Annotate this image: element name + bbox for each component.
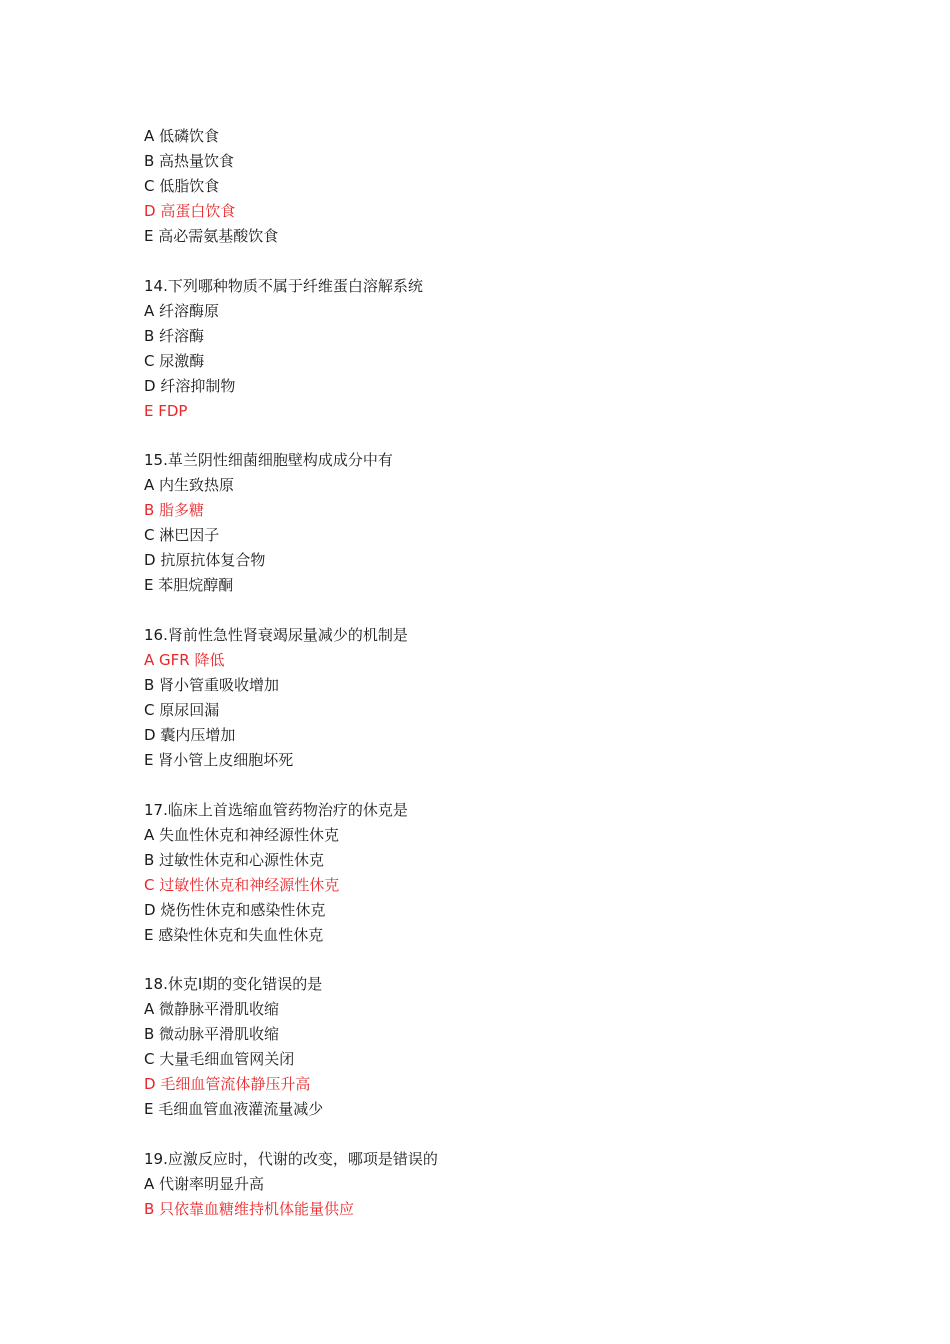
question-spacer [144, 598, 844, 623]
question-block [144, 798, 844, 948]
question-spacer [144, 424, 844, 449]
question-stem: 16.肾前性急性肾衰竭尿量减少的机制是 [144, 626, 408, 645]
question-spacer [144, 773, 844, 798]
question-stem: 17.临床上首选缩血管药物治疗的休克是 [144, 800, 408, 819]
answer-option: C 原尿回漏 [144, 701, 220, 720]
answer-option-correct: D 毛细血管流体静压升高 [144, 1075, 311, 1094]
answer-option: E 苯胆烷醇酮 [144, 576, 234, 595]
answer-option: B 过敏性休克和心源性休克 [144, 850, 325, 869]
question-stem: 14.下列哪种物质不属于纤维蛋白溶解系统 [144, 276, 423, 295]
answer-option: A 微静脉平滑肌收缩 [144, 1000, 280, 1019]
answer-option: E 肾小管上皮细胞坏死 [144, 751, 294, 770]
answer-option: A 纤溶酶原 [144, 301, 220, 320]
question-spacer [144, 1122, 844, 1147]
answer-option: E 感染性休克和失血性休克 [144, 925, 324, 944]
answer-option: C 低脂饮食 [144, 177, 220, 195]
answer-option: B 高热量饮食 [144, 152, 235, 170]
answer-option-correct: D 高蛋白饮食 [144, 202, 236, 220]
intro-options-block [144, 124, 844, 249]
question-block [144, 972, 844, 1122]
answer-option-correct: B 脂多糖 [144, 501, 205, 520]
answer-option-correct: A GFR 降低 [144, 651, 225, 670]
answer-option: C 尿激酶 [144, 351, 205, 370]
question-block [144, 448, 844, 598]
question-block [144, 274, 844, 424]
answer-option-correct: C 过敏性休克和神经源性休克 [144, 875, 340, 894]
answer-option: D 纤溶抑制物 [144, 376, 236, 395]
question-block [144, 623, 844, 773]
question-stem: 15.革兰阴性细菌细胞壁构成成分中有 [144, 451, 393, 470]
answer-option: B 肾小管重吸收增加 [144, 676, 280, 695]
answer-option: E 毛细血管血液灌流量减少 [144, 1100, 324, 1119]
answer-option: D 抗原抗体复合物 [144, 551, 266, 570]
question-spacer [144, 249, 844, 274]
answer-option: A 失血性休克和神经源性休克 [144, 825, 340, 844]
answer-option: C 大量毛细血管网关闭 [144, 1050, 295, 1069]
question-stem: 19.应激反应时，代谢的改变，哪项是错误的 [144, 1150, 438, 1169]
answer-option: D 囊内压增加 [144, 726, 236, 745]
answer-option: A 代谢率明显升高 [144, 1175, 265, 1194]
answer-option: E 高必需氨基酸饮食 [144, 227, 279, 245]
question-stem: 18.休克Ⅰ期的变化错误的是 [144, 975, 323, 994]
answer-option-correct: E FDP [144, 401, 188, 420]
answer-option: A 内生致热原 [144, 476, 235, 495]
answer-option: D 烧伤性休克和感染性休克 [144, 900, 326, 919]
answer-option: A 低磷饮食 [144, 127, 220, 145]
answer-option: B 纤溶酶 [144, 326, 205, 345]
question-spacer [144, 948, 844, 973]
question-block [144, 1147, 844, 1222]
answer-option: C 淋巴因子 [144, 526, 220, 545]
answer-option-correct: B 只依靠血糖维持机体能量供应 [144, 1200, 355, 1219]
answer-option: B 微动脉平滑肌收缩 [144, 1025, 280, 1044]
question-list [144, 124, 844, 1222]
